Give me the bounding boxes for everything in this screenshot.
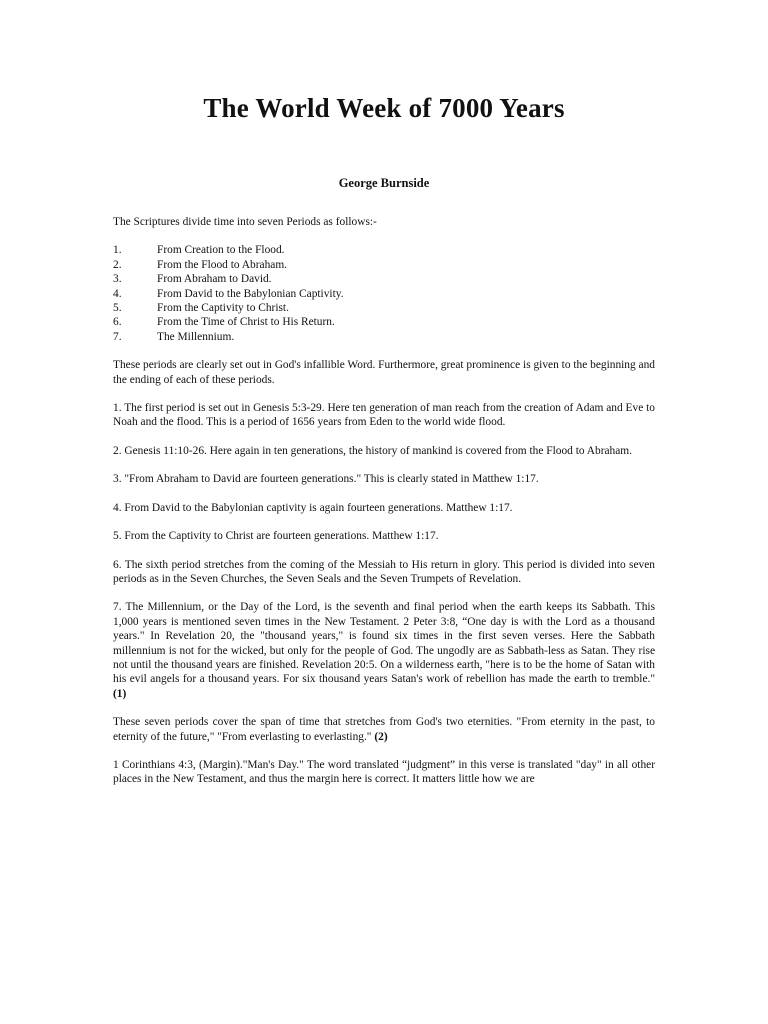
footnote-reference-2: (2): [374, 730, 388, 743]
period-3-paragraph: 3. "From Abraham to David are fourteen generations." This is clearly stated in Matthew 1:17.: [113, 473, 539, 486]
list-item-text: The Millennium.: [157, 330, 235, 343]
list-item-number: 6.: [113, 316, 122, 329]
corinthians-paragraph: 1 Corinthians 4:3, (Margin)."Man's Day." The word translated “judgment” in this verse is translated "day" in all other places in the New Testament, and thus the margin here is correct. It matters little how we are: [113, 758, 655, 786]
list-item-text: From the Time of Christ to His Return.: [157, 316, 335, 329]
footnote-reference-1: (1): [113, 687, 127, 700]
list-item-text: From David to the Babylonian Captivity.: [157, 287, 344, 300]
list-item: [113, 330, 655, 344]
period-1-paragraph: 1. The first period is set out in Genesis 5:3-29. Here ten generation of man reach from the creation of Adam and Eve to Noah and the flood. This is a period of 1656 years from Eden to the world wide flood.: [113, 402, 655, 429]
author-name: George Burnside: [338, 176, 430, 190]
list-item-text: From Abraham to David.: [157, 273, 272, 286]
list-item-number: 7.: [113, 330, 122, 343]
period-7-paragraph: [113, 600, 655, 701]
list-item-number: 3.: [113, 273, 122, 286]
list-item: [113, 258, 655, 272]
document-title: The World Week of 7000 Years: [203, 93, 565, 123]
periods-list: [113, 243, 655, 344]
period-2-paragraph: 2. Genesis 11:10-26. Here again in ten generations, the history of mankind is covered from the Flood to Abraham.: [113, 444, 632, 457]
list-item: [113, 287, 655, 301]
span-paragraph: [113, 715, 655, 744]
span-text: These seven periods cover the span of time that stretches from God's two eternities. "From eternity in the past, to eternity of the future," "From everlasting to everlasting.": [113, 716, 655, 743]
list-item-number: 5.: [113, 302, 122, 315]
overview-paragraph: These periods are clearly set out in God's infallible Word. Furthermore, great prominence is given to the beginning and the ending of each of these periods.: [113, 359, 655, 386]
list-item: [113, 315, 655, 329]
document-page: [113, 88, 655, 787]
list-item: [113, 301, 655, 315]
period-6-paragraph: 6. The sixth period stretches from the coming of the Messiah to His return in glory. This period is divided into seven periods as in the Seven Churches, the Seven Seals and the Seven Trumpets of Revelation.: [113, 558, 655, 585]
list-item: [113, 243, 655, 257]
period-4-paragraph: 4. From David to the Babylonian captivity is again fourteen generations. Matthew 1:17.: [113, 501, 513, 514]
list-item-text: From the Captivity to Christ.: [157, 302, 289, 315]
list-item-text: From Creation to the Flood.: [157, 244, 285, 257]
period-5-paragraph: 5. From the Captivity to Christ are fourteen generations. Matthew 1:17.: [113, 530, 439, 543]
intro-paragraph: The Scriptures divide time into seven Periods as follows:-: [113, 216, 377, 228]
list-item: [113, 272, 655, 286]
period-7-text: 7. The Millennium, or the Day of the Lord, is the seventh and final period when the earth keeps its Sabbath. This 1,000 years is mentioned seven times in the New Testament. 2 Peter 3:8, “One day is with the Lord as a thousand years." In Revelation 20, the "thousand years," is found six times in the first seven verses. Here the Sabbath millennium is not for the wicked, but only for the people of God. The ungodly are as Sabbath-less as Satan. They rise not until the thousand years are finished. Revelation 20:5. On a wilderness earth, "here is to be the home of Satan with his evil angels for a thousand years. For six thousand years Satan's work of rebellion has made the earth to tremble.": [113, 601, 655, 686]
list-item-text: From the Flood to Abraham.: [157, 258, 288, 271]
list-item-number: 1.: [113, 244, 122, 257]
list-item-number: 4.: [113, 287, 122, 300]
list-item-number: 2.: [113, 258, 122, 271]
